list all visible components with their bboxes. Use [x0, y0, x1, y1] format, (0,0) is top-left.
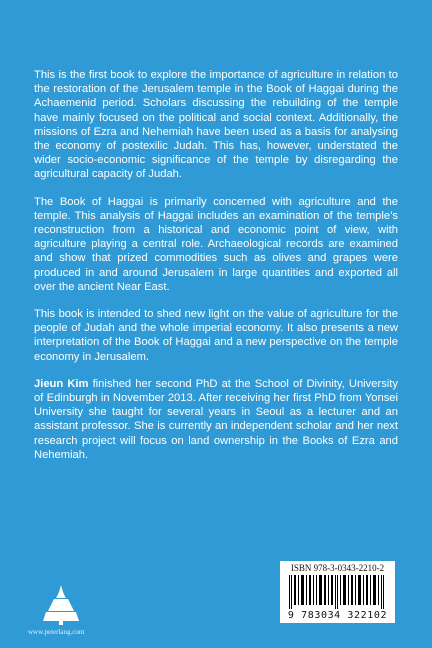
barcode-digits: 9 783034 322102	[287, 610, 388, 621]
publisher-url: www.peterlang.com	[28, 628, 85, 636]
blurb-paragraph-2: The Book of Haggai is primarily concerned with agriculture and the temple. This analysis of Haggai includes an examination of the temple’s reconstruction from a historical and economic point of view, with agriculture playing a central role. Archaeological records are examined and show that prized commodities such as olives and grapes were produced in and around Jerusalem in large quantities and exported all over the ancient Near East.	[34, 195, 398, 293]
barcode-bars	[286, 575, 389, 609]
isbn-label: ISBN 978-3-0343-2210-2	[290, 563, 385, 573]
isbn-barcode	[280, 561, 395, 623]
peter-lang-logo-icon	[28, 583, 94, 627]
blurb-paragraph-3: This book is intended to shed new light on the value of agriculture for the people of Judah and the whole imperial economy. It also presents a new interpretation of the Book of Haggai and a new perspective on the temple economy in Jerusalem.	[34, 308, 398, 363]
author-bio	[34, 377, 398, 462]
author-name: Jieun Kim	[34, 377, 89, 390]
author-bio-text: finished her second PhD at the School of Divinity, University of Edinburgh in November 2013. After receiving her first PhD from Yonsei University she taught for several years in Seoul as a lecturer and an assistant professor. She is currently an independent scholar and her next research project will focus on land ownership in the Books of Ezra and Nehemiah.	[34, 377, 398, 461]
blurb-text	[34, 68, 398, 475]
blurb-paragraph-1: This is the first book to explore the importance of agriculture in relation to the restoration of the Jerusalem temple in the Book of Haggai during the Achaemenid period. Scholars discussing the rebuilding of the temple have mainly focused on the political and social context. Additionally, the missions of Ezra and Nehemiah have been used as a basis for analysing the economy of postexilic Judah. This has, however, understated the wider socio-economic significance of the temple by disregarding the agricultural capacity of Judah.	[34, 69, 398, 181]
